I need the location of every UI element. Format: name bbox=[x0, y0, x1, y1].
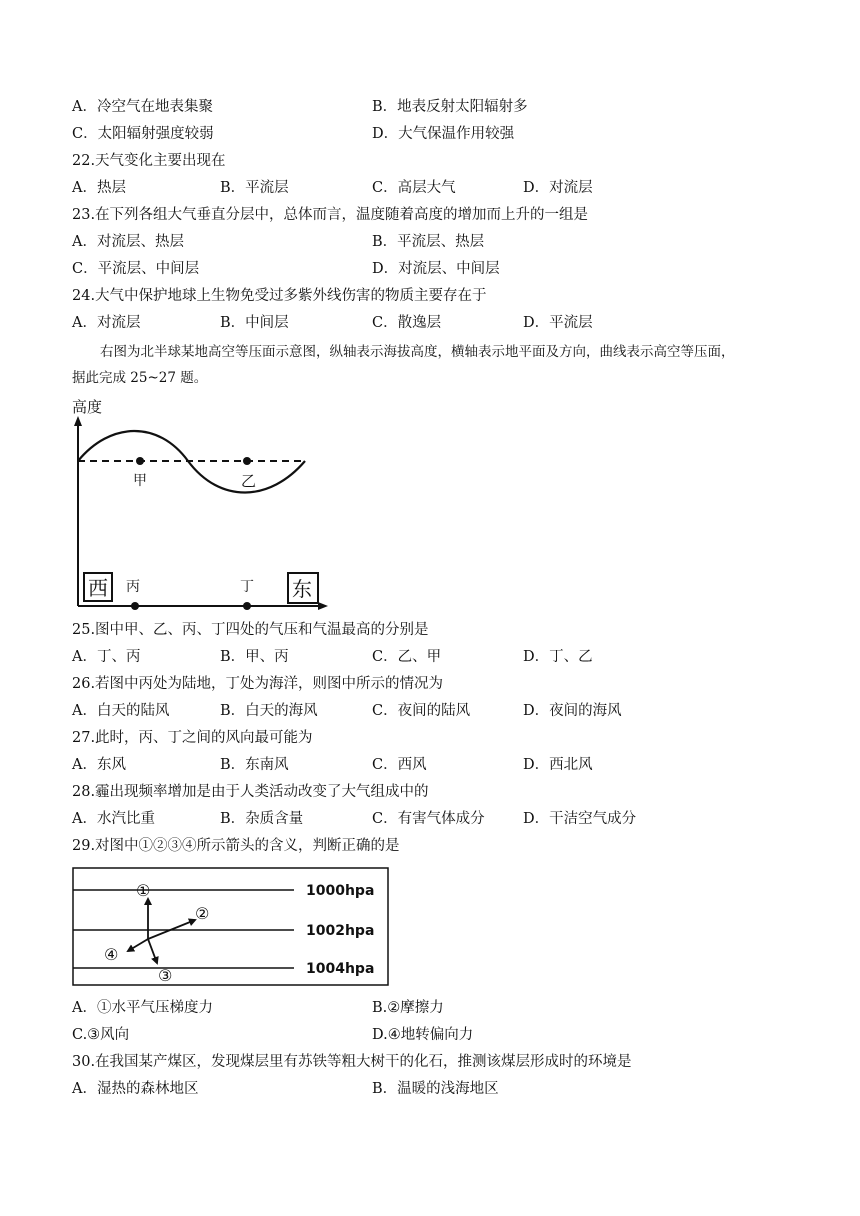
q27-option-a: A．东风 bbox=[72, 757, 126, 773]
q21-option-c: C．太阳辐射强度较弱 bbox=[72, 126, 214, 142]
q25-option-b: B．甲、丙 bbox=[220, 649, 289, 665]
q28-option-b: B．杂质含量 bbox=[220, 811, 304, 827]
q22-option-d: D．对流层 bbox=[523, 180, 593, 196]
q23-option-b: B．平流层、热层 bbox=[372, 234, 485, 250]
isobar-1002-label: 1002hpa bbox=[306, 923, 375, 939]
label-yi: 乙 bbox=[241, 472, 257, 490]
label-west: 西 bbox=[88, 576, 108, 600]
isobar-1004-label: 1004hpa bbox=[306, 961, 375, 977]
q29-option-b: B.②摩擦力 bbox=[372, 1000, 444, 1016]
marker-3: ③ bbox=[158, 966, 173, 985]
point-jia bbox=[136, 457, 144, 465]
q22-stem: 22.天气变化主要出现在 bbox=[72, 153, 226, 169]
q21-option-b: B．地表反射太阳辐射多 bbox=[372, 99, 528, 115]
q22-option-a: A．热层 bbox=[72, 180, 126, 196]
label-jia: 甲 bbox=[133, 473, 147, 489]
q30-option-a: A．湿热的森林地区 bbox=[72, 1081, 199, 1097]
intro-line-1: 右图为北半球某地高空等压面示意图，纵轴表示海拔高度，横轴表示地平面及方向，曲线表示高空等压面， bbox=[100, 344, 735, 360]
q26-stem: 26.若图中丙处为陆地，丁处为海洋，则图中所示的情况为 bbox=[72, 676, 444, 692]
point-yi bbox=[243, 457, 251, 465]
q27-stem: 27.此时，丙、丁之间的风向最可能为 bbox=[72, 730, 313, 746]
q27-option-d: D．西北风 bbox=[523, 757, 593, 773]
q26-option-b: B．白天的海风 bbox=[220, 703, 318, 719]
q22-option-c: C．高层大气 bbox=[372, 180, 456, 196]
q24-option-d: D．平流层 bbox=[523, 315, 593, 331]
q29-option-d: D.④地转偏向力 bbox=[372, 1027, 474, 1043]
q24-option-a: A．对流层 bbox=[72, 315, 141, 331]
x-axis-arrow bbox=[318, 602, 328, 610]
q23-option-a: A．对流层、热层 bbox=[72, 234, 184, 250]
q27-option-b: B．东南风 bbox=[220, 757, 289, 773]
q24-option-c: C．散逸层 bbox=[372, 315, 442, 331]
label-ding: 丁 bbox=[240, 579, 254, 595]
q23-option-c: C．平流层、中间层 bbox=[72, 261, 200, 277]
q30-option-b: B．温暖的浅海地区 bbox=[372, 1081, 499, 1097]
label-east: 东 bbox=[292, 577, 312, 601]
q25-stem: 25.图中甲、乙、丙、丁四处的气压和气温最高的分别是 bbox=[72, 622, 429, 638]
q26-option-d: D．夜间的海风 bbox=[523, 703, 622, 719]
q28-option-a: A．水汽比重 bbox=[72, 811, 155, 827]
q29-stem: 29.对图中①②③④所示箭头的含义，判断正确的是 bbox=[72, 838, 400, 854]
q27-option-c: C．西风 bbox=[372, 757, 427, 773]
q24-option-b: B．中间层 bbox=[220, 315, 289, 331]
isobaric-surface-figure bbox=[70, 392, 340, 614]
q23-option-d: D．对流层、中间层 bbox=[372, 261, 500, 277]
q25-option-a: A．丁、丙 bbox=[72, 649, 141, 665]
label-bing: 丙 bbox=[126, 579, 140, 595]
marker-4: ④ bbox=[104, 945, 119, 964]
q26-option-c: C．夜间的陆风 bbox=[372, 703, 471, 719]
wind-force-figure bbox=[72, 867, 390, 987]
point-bing bbox=[131, 602, 139, 610]
isobar-1000-label: 1000hpa bbox=[306, 883, 375, 899]
q21-option-d: D．大气保温作用较强 bbox=[372, 126, 515, 142]
q28-stem: 28.霾出现频率增加是由于人类活动改变了大气组成中的 bbox=[72, 784, 429, 800]
figure-ylabel: 高度 bbox=[72, 398, 103, 416]
q25-option-d: D．丁、乙 bbox=[523, 649, 593, 665]
q23-stem: 23.在下列各组大气垂直分层中，总体而言，温度随着高度的增加而上升的一组是 bbox=[72, 207, 589, 223]
q29-option-a: A．①水平气压梯度力 bbox=[72, 1000, 213, 1016]
q24-stem: 24.大气中保护地球上生物免受过多紫外线伤害的物质主要存在于 bbox=[72, 288, 487, 304]
q22-option-b: B．平流层 bbox=[220, 180, 289, 196]
q25-option-c: C．乙、甲 bbox=[372, 649, 442, 665]
intro-line-2: 据此完成 25~27 题。 bbox=[72, 370, 208, 386]
marker-1: ① bbox=[136, 881, 151, 900]
q28-option-d: D．干洁空气成分 bbox=[523, 811, 637, 827]
q26-option-a: A．白天的陆风 bbox=[72, 703, 170, 719]
q29-option-c: C.③风向 bbox=[72, 1027, 130, 1043]
q21-option-a: A．冷空气在地表集聚 bbox=[72, 99, 213, 115]
y-axis-arrow bbox=[74, 416, 82, 426]
q28-option-c: C．有害气体成分 bbox=[372, 811, 485, 827]
q30-stem: 30.在我国某产煤区，发现煤层里有苏铁等粗大树干的化石，推测该煤层形成时的环境是 bbox=[72, 1054, 632, 1070]
point-ding bbox=[243, 602, 251, 610]
marker-2: ② bbox=[195, 904, 210, 923]
